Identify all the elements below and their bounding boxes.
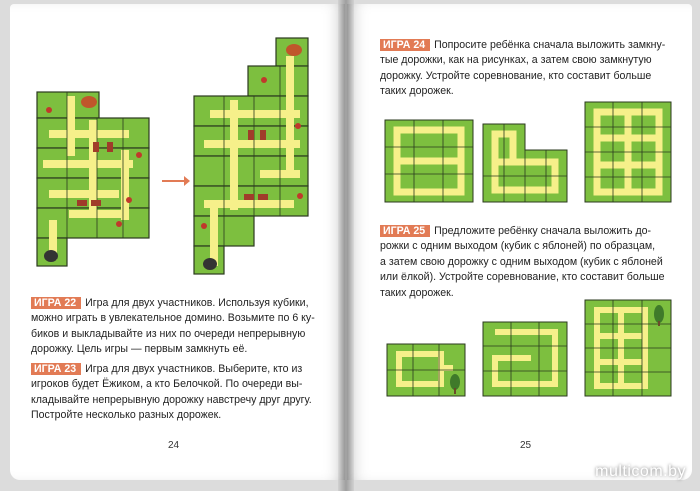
game-23-label: ИГРА 23 — [31, 363, 81, 375]
game-24-line-2: тые дорожки, как на рисунках, а затем свою замкнутую — [380, 54, 652, 67]
game-25-line-1: Предложите ребёнку сначала выложить до- — [434, 225, 652, 237]
game-23-line-1: Игра для двух участников. Выберите, кто из — [85, 363, 303, 375]
game-23-line-3: кладывайте непрерывную дорожку навстречу друг другу. — [31, 393, 312, 406]
game-24-label: ИГРА 24 — [380, 39, 430, 51]
game-25-line-3: а затем свою дорожку с одним выходом (кубик с яблоней — [380, 255, 663, 268]
game-25-label: ИГРА 25 — [380, 225, 430, 237]
closed-path-board-2 — [483, 124, 567, 202]
page-number-right: 25 — [520, 440, 532, 451]
game-25-line-4: или ёлкой). Устройте соревнование, кто составит больше — [380, 271, 665, 284]
one-exit-board-2 — [483, 322, 567, 396]
game-24-line-4: таких дорожек. — [380, 85, 454, 98]
game-24-line-1: Попросите ребёнка сначала выложить замкну- — [434, 39, 666, 51]
one-exit-board-1 — [387, 344, 465, 396]
game-25-line-5: таких дорожек. — [380, 286, 454, 299]
game-22-line-4: дорожку. Цель игры — первым замкнуть её. — [31, 343, 248, 356]
board-illustration-after — [190, 36, 330, 276]
watermark-text: multicom.by — [595, 463, 686, 480]
game-24-text — [380, 38, 680, 100]
game-23-line-4: Постройте несколько разных дорожек. — [31, 409, 222, 422]
left-page — [10, 4, 345, 480]
closed-path-board-3 — [585, 102, 671, 202]
game-23-line-2: игроков будет Ёжиком, а кто Белочкой. По очереди вы- — [31, 378, 303, 391]
game-23-text — [31, 362, 343, 424]
game-22-line-3: биков и выкладывайте из них по очереди непрерывную — [31, 327, 306, 340]
game-22-line-2: можно играть в увлекательное домино. Возьмите по 6 ку- — [31, 312, 315, 325]
arrow-icon — [162, 176, 190, 186]
closed-path-board-1 — [385, 120, 473, 202]
game-22-line-1: Игра для двух участников. Используя кубики, — [85, 297, 309, 309]
page-number-left: 24 — [168, 440, 180, 451]
right-page — [347, 4, 692, 480]
game-25-line-2: рожки с одним выходом (кубик с яблоней) по образцам, — [380, 240, 656, 253]
board-illustration-before — [29, 90, 169, 270]
game-25-text — [380, 224, 680, 301]
one-exit-board-3 — [585, 300, 671, 396]
game-24-line-3: дорожку. Устройте соревнование, кто составит больше — [380, 69, 652, 82]
game-22-text — [31, 296, 343, 358]
book-spine — [338, 0, 354, 491]
game-22-label: ИГРА 22 — [31, 297, 81, 309]
